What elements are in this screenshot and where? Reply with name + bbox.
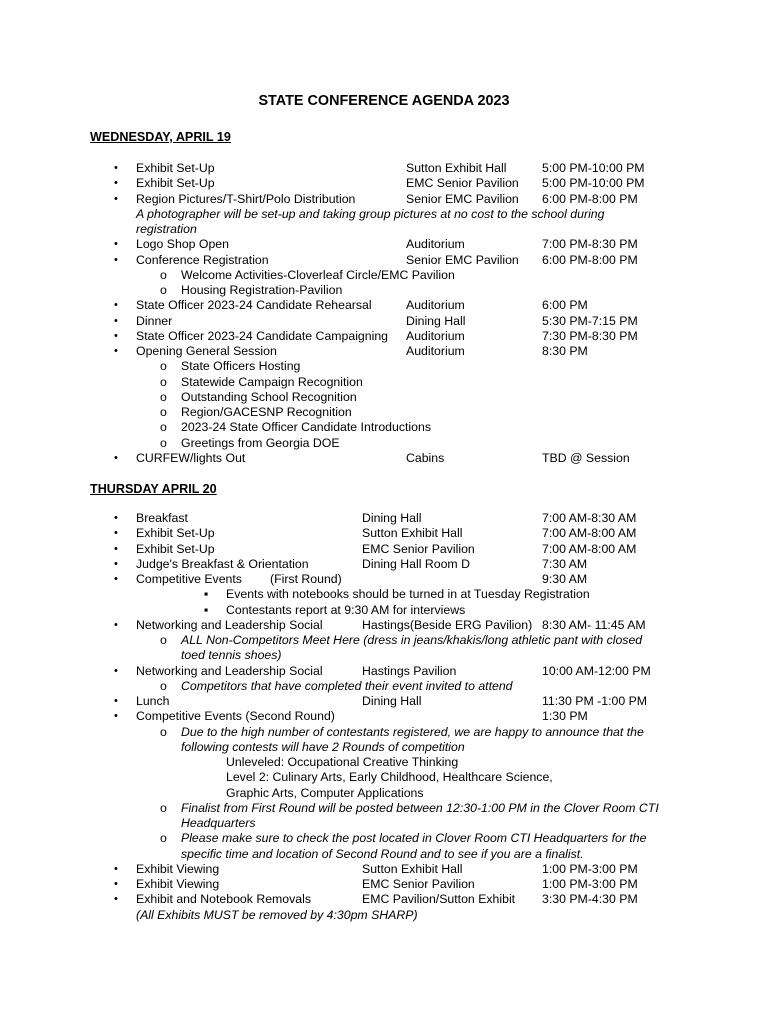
agenda-line xyxy=(0,161,768,176)
event-location: EMC Senior Pavilion xyxy=(362,877,475,891)
sub-bullet-marker: o xyxy=(160,420,167,435)
event-time: 8:30 PM xyxy=(542,344,588,358)
agenda-line xyxy=(0,268,768,283)
sub-bullet-marker: o xyxy=(160,267,167,282)
agenda-line xyxy=(0,908,768,923)
bullet-marker: • xyxy=(114,618,118,631)
bullet-marker: • xyxy=(114,710,118,723)
event-location: Dining Hall xyxy=(406,313,466,328)
agenda-line xyxy=(0,648,768,663)
event-note: A photographer will be set-up and taking group pictures at no cost to the school during xyxy=(136,206,605,221)
event-time: 6:00 PM-8:00 PM xyxy=(542,191,638,206)
agenda-line xyxy=(0,664,768,679)
event-name: Exhibit Set-Up xyxy=(136,176,215,191)
event-name: Exhibit Viewing xyxy=(136,861,220,876)
event-name: Breakfast xyxy=(136,511,188,525)
event-name: Exhibit and Notebook Removals xyxy=(136,892,311,907)
agenda-line xyxy=(0,207,768,222)
agenda-line xyxy=(0,176,768,191)
agenda-line xyxy=(0,816,768,831)
event-time: 11:30 PM -1:00 PM xyxy=(542,694,648,708)
event-note: registration xyxy=(136,222,197,236)
event-location: EMC Senior Pavilion xyxy=(362,541,475,556)
bullet-marker: • xyxy=(114,314,118,327)
contest-list-line: Graphic Arts, Computer Applications xyxy=(226,785,424,800)
agenda-line xyxy=(0,511,768,526)
agenda-line xyxy=(0,405,768,420)
event-time: 7:30 PM-8:30 PM xyxy=(542,328,638,343)
agenda-line xyxy=(0,344,768,359)
bullet-marker: • xyxy=(114,451,118,464)
agenda-line xyxy=(0,222,768,237)
bullet-marker: • xyxy=(114,253,118,266)
sub-bullet-marker: o xyxy=(160,435,167,450)
event-time: 5:00 PM-10:00 PM xyxy=(542,176,645,191)
event-time: 6:00 PM-8:00 PM xyxy=(542,252,638,267)
event-time: 3:30 PM-4:30 PM xyxy=(542,892,638,907)
event-location: Senior EMC Pavilion xyxy=(406,252,519,267)
bullet-marker: • xyxy=(114,893,118,906)
bullet-marker: • xyxy=(114,878,118,890)
event-time: 10:00 AM-12:00 PM xyxy=(542,663,651,678)
sub-item: Welcome Activities-Cloverleaf Circle/EMC Pavilion xyxy=(181,267,455,282)
sub-bullet-marker: o xyxy=(160,724,167,739)
agenda-line xyxy=(0,755,768,770)
event-note: (First Round) xyxy=(270,572,342,586)
agenda-line xyxy=(0,770,768,785)
event-location: EMC Pavilion/Sutton Exhibit xyxy=(362,892,516,907)
agenda-line xyxy=(0,390,768,405)
event-name: Exhibit Set-Up xyxy=(136,161,215,175)
agenda-line xyxy=(0,314,768,329)
sub-bullet-marker: o xyxy=(160,405,167,419)
event-name: Competitive Events xyxy=(136,572,242,586)
agenda-line xyxy=(0,451,768,466)
event-location: Dining Hall xyxy=(362,694,422,708)
event-location: Dining Hall xyxy=(362,511,422,525)
agenda-line xyxy=(0,801,768,816)
agenda-line xyxy=(0,542,768,557)
event-time: 7:00 AM-8:00 AM xyxy=(542,541,637,556)
sub-bullet-marker: o xyxy=(160,800,167,815)
sub-item-continued: specific time and location of Second Round and to see if you are a finalist. xyxy=(181,846,584,861)
sub-item: Competitors that have completed their event invited to attend xyxy=(181,678,513,693)
event-name: Conference Registration xyxy=(136,252,269,267)
contest-list-line: Level 2: Culinary Arts, Early Childhood, Healthcare Science, xyxy=(226,770,553,785)
event-name: Region Pictures/T-Shirt/Polo Distribution xyxy=(136,191,356,206)
bullet-marker: • xyxy=(114,162,118,174)
agenda-line xyxy=(0,526,768,541)
agenda-line xyxy=(0,725,768,740)
bullet-marker: • xyxy=(114,573,118,585)
event-time: 5:00 PM-10:00 PM xyxy=(542,161,645,175)
event-location: Hastings Pavilion xyxy=(362,663,457,678)
agenda-line xyxy=(0,862,768,877)
event-location: Sutton Exhibit Hall xyxy=(362,861,463,876)
event-location: Auditorium xyxy=(406,298,465,313)
agenda-line xyxy=(0,831,768,846)
agenda-line xyxy=(0,786,768,801)
event-name: Competitive Events (Second Round) xyxy=(136,709,335,724)
sub-item-continued: following contests will have 2 Rounds of competition xyxy=(181,739,465,754)
sub-item: Region/GACESNP Recognition xyxy=(181,405,352,419)
bullet-marker: • xyxy=(114,299,118,312)
agenda-line xyxy=(0,694,768,709)
detail-item: Events with notebooks should be turned in at Tuesday Registration xyxy=(226,587,590,602)
event-location: Sutton Exhibit Hall xyxy=(406,161,507,175)
agenda-line xyxy=(0,283,768,298)
thursday-heading: THURSDAY APRIL 20 xyxy=(90,482,217,496)
event-name: Judge's Breakfast & Orientation xyxy=(136,556,309,571)
event-location: Senior EMC Pavilion xyxy=(406,191,519,206)
agenda-line xyxy=(0,375,768,390)
agenda-line xyxy=(0,618,768,633)
agenda-line xyxy=(0,892,768,907)
event-time: 7:30 AM xyxy=(542,556,588,571)
sub-item: 2023-24 State Officer Candidate Introductions xyxy=(181,420,431,435)
agenda-line xyxy=(0,298,768,313)
bullet-marker: • xyxy=(114,345,118,357)
event-name: Logo Shop Open xyxy=(136,237,229,252)
event-location: Dining Hall Room D xyxy=(362,556,470,571)
agenda-line xyxy=(0,192,768,207)
event-time: 6:00 PM xyxy=(542,298,588,313)
agenda-line xyxy=(0,329,768,344)
event-time: 1:30 PM xyxy=(542,709,588,724)
event-name: Networking and Leadership Social xyxy=(136,663,323,678)
sub-bullet-marker: o xyxy=(160,374,167,389)
event-time: 9:30 AM xyxy=(542,572,588,586)
bullet-marker: • xyxy=(114,238,118,251)
agenda-line xyxy=(0,603,768,618)
bullet-marker: • xyxy=(114,192,118,205)
event-time: 8:30 AM- 11:45 AM xyxy=(542,617,646,632)
sub-item: Finalist from First Round will be posted between 12:30-1:00 PM in the Clover Room CTI xyxy=(181,800,659,815)
detail-item: Contestants report at 9:30 AM for interviews xyxy=(226,602,466,617)
event-name: Exhibit Set-Up xyxy=(136,526,215,541)
bullet-marker: • xyxy=(114,542,118,555)
sub-item-continued: Headquarters xyxy=(181,816,256,830)
sub-bullet-marker: o xyxy=(160,831,167,846)
sub-bullet-marker: o xyxy=(160,389,167,404)
event-time: 7:00 PM-8:30 PM xyxy=(542,237,638,252)
sub-item: Housing Registration-Pavilion xyxy=(181,283,343,297)
contest-list-line: Unleveled: Occupational Creative Thinking xyxy=(226,755,459,769)
agenda-line xyxy=(0,359,768,374)
event-note: (All Exhibits MUST be removed by 4:30pm SHARP) xyxy=(136,907,418,922)
event-location: Auditorium xyxy=(406,237,465,252)
event-location: Auditorium xyxy=(406,344,465,358)
agenda-line xyxy=(0,436,768,451)
sub-item: State Officers Hosting xyxy=(181,359,301,374)
sub-item: Due to the high number of contestants registered, we are happy to announce that the xyxy=(181,724,644,739)
square-bullet-marker: ▪ xyxy=(204,587,209,602)
event-name: Opening General Session xyxy=(136,344,277,358)
agenda-line xyxy=(0,847,768,862)
event-time: 7:00 AM-8:30 AM xyxy=(542,511,637,525)
event-name: Lunch xyxy=(136,694,170,708)
event-time: 1:00 PM-3:00 PM xyxy=(542,877,638,891)
event-name: State Officer 2023-24 Candidate Rehearsal xyxy=(136,298,372,313)
bullet-marker: • xyxy=(114,512,118,524)
event-name: Networking and Leadership Social xyxy=(136,617,323,632)
bullet-marker: • xyxy=(114,664,118,677)
event-location: Auditorium xyxy=(406,328,465,343)
agenda-line xyxy=(0,633,768,648)
agenda-line xyxy=(0,253,768,268)
sub-item: Greetings from Georgia DOE xyxy=(181,435,340,450)
event-name: Exhibit Viewing xyxy=(136,877,220,891)
event-time: 5:30 PM-7:15 PM xyxy=(542,313,638,328)
sub-item: Statewide Campaign Recognition xyxy=(181,374,363,389)
event-name: Dinner xyxy=(136,313,173,328)
event-name: Exhibit Set-Up xyxy=(136,541,215,556)
bullet-marker: • xyxy=(114,695,118,707)
wednesday-heading: WEDNESDAY, APRIL 19 xyxy=(90,130,231,144)
agenda-line xyxy=(0,420,768,435)
agenda-line xyxy=(0,572,768,587)
page-title: STATE CONFERENCE AGENDA 2023 xyxy=(258,93,510,109)
bullet-marker: • xyxy=(114,329,118,342)
agenda-line xyxy=(0,740,768,755)
event-location: Cabins xyxy=(406,450,445,465)
event-time: 1:00 PM-3:00 PM xyxy=(542,861,638,876)
sub-item: Outstanding School Recognition xyxy=(181,389,357,404)
event-location: Sutton Exhibit Hall xyxy=(362,526,463,541)
event-location: EMC Senior Pavilion xyxy=(406,176,519,191)
event-name: State Officer 2023-24 Candidate Campaigning xyxy=(136,328,389,343)
agenda-line xyxy=(0,679,768,694)
agenda-line xyxy=(0,709,768,724)
sub-item: Please make sure to check the post located in Clover Room CTI Headquarters for the xyxy=(181,831,647,846)
bullet-marker: • xyxy=(114,177,118,190)
square-bullet-marker: ▪ xyxy=(204,602,209,617)
bullet-marker: • xyxy=(114,527,118,540)
bullet-marker: • xyxy=(114,557,118,570)
sub-bullet-marker: o xyxy=(160,359,167,374)
agenda-line xyxy=(0,587,768,602)
agenda-line xyxy=(0,557,768,572)
sub-bullet-marker: o xyxy=(160,633,167,647)
event-time: 7:00 AM-8:00 AM xyxy=(542,526,637,541)
sub-item-continued: toed tennis shoes) xyxy=(181,648,282,663)
event-name: CURFEW/lights Out xyxy=(136,450,246,465)
agenda-line xyxy=(0,237,768,252)
sub-bullet-marker: o xyxy=(160,283,167,297)
sub-item: ALL Non-Competitors Meet Here (dress in jeans/khakis/long athletic pant with closed xyxy=(181,633,643,647)
event-location: Hastings(Beside ERG Pavilion) xyxy=(362,617,533,632)
bullet-marker: • xyxy=(114,862,118,875)
event-time: TBD @ Session xyxy=(542,450,630,465)
agenda-line xyxy=(0,877,768,892)
sub-bullet-marker: o xyxy=(160,678,167,693)
